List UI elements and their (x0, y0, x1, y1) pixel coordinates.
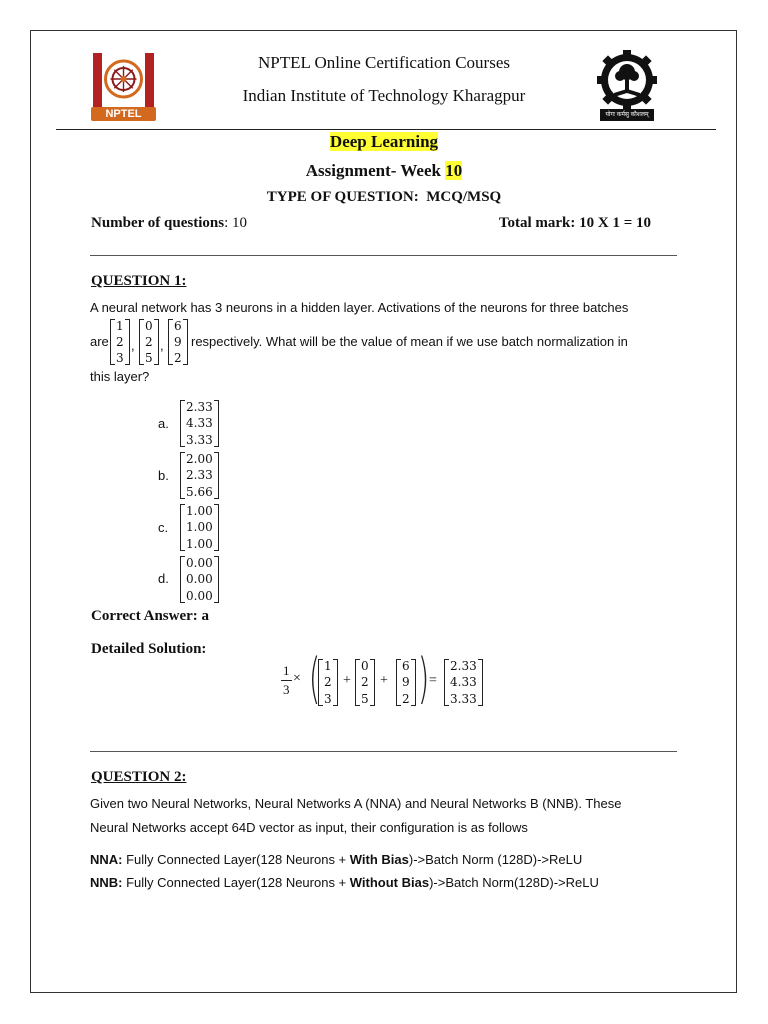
nnb-label: NNB: (90, 875, 123, 890)
iit-logo-motto: योगः कर्मसु कौशलम् (605, 112, 649, 118)
num-questions-label: Number of questions (91, 215, 225, 231)
matrix-entry: 2.33 (186, 400, 213, 414)
plus-sign: + (380, 673, 388, 688)
batch-3-vector (168, 319, 188, 365)
assignment-title (0, 161, 768, 181)
question-2-heading: QUESTION 2: (91, 769, 187, 785)
header-line-1: NPTEL Online Certification Courses (258, 53, 510, 72)
matrix-entry: 2.00 (186, 452, 213, 466)
matrix-entry: 3.33 (450, 691, 477, 706)
q1-text-line-3: this layer? (90, 369, 150, 384)
nnb-text-2: )->Batch Norm(128D)->ReLU (429, 875, 599, 890)
nptel-logo-text: NPTEL (105, 108, 142, 120)
assignment-prefix: Assignment- Week (305, 161, 446, 180)
matrix-entry: 1.00 (186, 520, 213, 535)
header-divider (56, 129, 716, 130)
solution-vector-2 (355, 659, 375, 706)
option-d-vector (180, 556, 219, 603)
section-divider (90, 255, 677, 256)
fraction-numerator: 1 (283, 663, 290, 678)
nna-config (90, 852, 582, 867)
matrix-entry: 2 (116, 334, 124, 349)
comma: , (160, 338, 164, 353)
question-type: TYPE OF QUESTION: MCQ/MSQ (266, 189, 502, 205)
plus-sign: + (343, 673, 351, 688)
equals-sign: = (429, 673, 437, 688)
course-title (0, 132, 768, 152)
q2-text-line-1: Given two Neural Networks, Neural Networks A (NNA) and Neural Networks B (NNB). These (90, 796, 622, 811)
matrix-entry: 9 (174, 334, 182, 349)
iit-kharagpur-logo (592, 47, 662, 123)
matrix-entry: 0.00 (186, 572, 213, 587)
matrix-entry: 0.00 (186, 588, 213, 603)
fraction-denominator: 3 (283, 682, 290, 697)
matrix-entry: 1.00 (186, 504, 213, 518)
nnb-bias: Without Bias (349, 875, 430, 890)
nna-bias: With Bias (349, 852, 409, 867)
matrix-entry: 4.33 (186, 416, 213, 431)
matrix-entry: 2 (361, 675, 369, 690)
course-title-text: Deep Learning (329, 132, 439, 151)
matrix-entry: 2.33 (186, 468, 213, 483)
matrix-entry: 5.66 (186, 484, 213, 499)
option-label: d. (158, 571, 169, 586)
matrix-entry: 2 (402, 691, 410, 706)
q2-text-line-2: Neural Networks accept 64D vector as input, their configuration is as follows (90, 820, 528, 835)
matrix-entry: 1 (324, 659, 332, 673)
matrix-entry: 0 (145, 319, 153, 333)
matrix-entry: 2 (145, 334, 153, 349)
detailed-solution-label: Detailed Solution: (91, 641, 207, 657)
fraction-bar (281, 680, 292, 681)
nnb-text-1: Fully Connected Layer(128 Neurons + (122, 875, 350, 890)
comma: , (131, 338, 135, 353)
matrix-entry: 2 (174, 350, 182, 365)
matrix-entry: 4.33 (450, 675, 477, 690)
matrix-entry: 3 (324, 691, 332, 706)
solution-result-vector (444, 659, 483, 706)
matrix-entry: 2.33 (450, 659, 477, 673)
option-c-vector (180, 504, 219, 551)
matrix-entry: 6 (402, 659, 410, 673)
question-1-heading: QUESTION 1: (91, 273, 187, 289)
option-label: b. (158, 468, 169, 483)
matrix-entry: 0.00 (186, 556, 213, 570)
total-mark: Total mark: 10 X 1 = 10 (498, 215, 651, 231)
option-label: a. (158, 416, 169, 431)
solution-vector-3 (396, 659, 416, 706)
times-sign: × (293, 671, 301, 686)
week-number: 10 (445, 161, 463, 180)
matrix-entry: 9 (402, 675, 410, 690)
matrix-entry: 6 (174, 319, 182, 333)
open-paren: ( (308, 647, 321, 710)
number-of-questions (91, 215, 247, 232)
num-questions-value: : 10 (224, 215, 247, 231)
q1-text-line-2: respectively. What will be the value of mean if we use batch normalization in (191, 334, 628, 349)
matrix-entry: 2 (324, 675, 332, 690)
close-paren: ) (417, 647, 430, 710)
solution-vector-1 (318, 659, 338, 706)
nnb-config (90, 875, 599, 890)
header-line-2: Indian Institute of Technology Kharagpur (242, 86, 526, 105)
option-b-vector (180, 452, 219, 499)
nna-label: NNA: (90, 852, 123, 867)
q1-text-line-1: A neural network has 3 neurons in a hidden layer. Activations of the neurons for three batches (90, 300, 629, 315)
q1-text-are: are (90, 334, 109, 349)
matrix-entry: 0 (361, 659, 369, 673)
matrix-entry: 5 (361, 691, 369, 706)
batch-2-vector (139, 319, 159, 365)
nna-text-1: Fully Connected Layer(128 Neurons + (122, 852, 350, 867)
batch-1-vector (110, 319, 130, 365)
matrix-entry: 1 (116, 319, 124, 333)
nna-text-2: )->Batch Norm (128D)->ReLU (408, 852, 583, 867)
correct-answer: Correct Answer: a (91, 608, 210, 624)
section-divider (90, 751, 677, 752)
matrix-entry: 3.33 (186, 432, 213, 447)
matrix-entry: 3 (116, 350, 124, 365)
matrix-entry: 5 (145, 350, 153, 365)
option-a-vector (180, 400, 219, 447)
matrix-entry: 1.00 (186, 536, 213, 551)
option-label: c. (158, 520, 169, 535)
